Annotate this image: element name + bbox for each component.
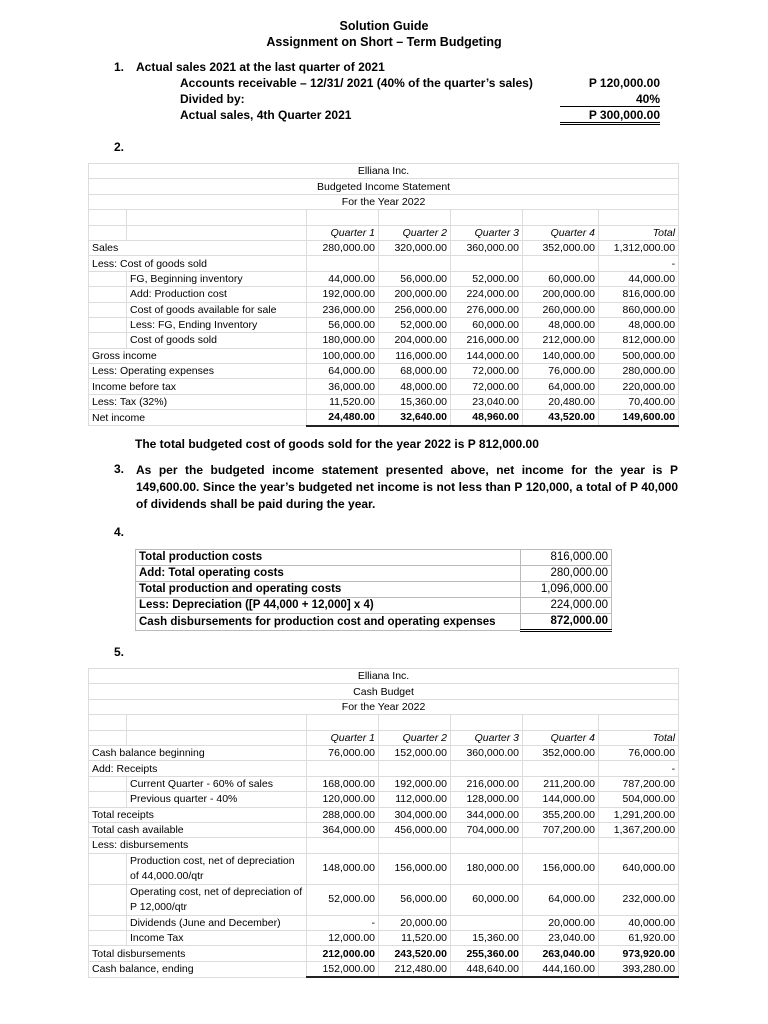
table-row <box>89 792 679 807</box>
q1-ar-label: Accounts receivable – 12/31/ 2021 (40% of the quarter’s sales) <box>180 76 533 90</box>
value-cell: 40,000.00 <box>599 915 679 930</box>
value-cell <box>451 838 523 853</box>
value-cell: 211,200.00 <box>523 776 599 791</box>
row-label: Total receipts <box>89 807 307 822</box>
column-header-row <box>89 225 679 240</box>
value-cell: 212,480.00 <box>379 961 451 977</box>
value-cell: 352,000.00 <box>523 745 599 760</box>
value-cell: 212,000.00 <box>307 946 379 961</box>
row-label: Gross income <box>89 348 307 363</box>
empty-cell <box>451 210 523 225</box>
value-cell: 973,920.00 <box>599 946 679 961</box>
value-cell: 152,000.00 <box>307 961 379 977</box>
row-label: Add: Total operating costs <box>136 566 521 582</box>
value-cell: 64,000.00 <box>523 884 599 915</box>
row-label: Cost of goods sold <box>127 333 307 348</box>
value-cell: 149,600.00 <box>599 410 679 426</box>
value-cell: 500,000.00 <box>599 348 679 363</box>
value-cell <box>599 838 679 853</box>
value-cell: 11,520.00 <box>307 394 379 409</box>
value-cell: 816,000.00 <box>599 287 679 302</box>
table-row <box>89 776 679 791</box>
table-row <box>89 364 679 379</box>
value-cell: 24,480.00 <box>307 410 379 426</box>
empty-cell <box>599 715 679 730</box>
row-label: FG, Beginning inventory <box>127 271 307 286</box>
empty-cell <box>307 715 379 730</box>
value-cell: 352,000.00 <box>523 240 599 255</box>
value-cell: 1,096,000.00 <box>521 582 612 598</box>
value-cell: 256,000.00 <box>379 302 451 317</box>
table-row <box>89 822 679 837</box>
empty-cell <box>127 730 307 745</box>
row-label: Income before tax <box>89 379 307 394</box>
value-cell: 280,000.00 <box>521 566 612 582</box>
value-cell: 232,000.00 <box>599 884 679 915</box>
value-cell: 156,000.00 <box>523 853 599 884</box>
value-cell: 200,000.00 <box>523 287 599 302</box>
item-number-4: 4. <box>114 525 125 539</box>
empty-cell <box>89 271 127 286</box>
table-row <box>89 379 679 394</box>
table-row <box>136 550 612 566</box>
value-cell: 20,480.00 <box>523 394 599 409</box>
empty-cell <box>127 210 307 225</box>
column-header: Quarter 3 <box>451 730 523 745</box>
value-cell: 12,000.00 <box>307 931 379 946</box>
row-label: Add: Production cost <box>127 287 307 302</box>
row-label: Less: disbursements <box>89 838 307 853</box>
table-row <box>136 582 612 598</box>
value-cell: 860,000.00 <box>599 302 679 317</box>
value-cell: 56,000.00 <box>379 271 451 286</box>
row-label: Operating cost, net of depreciation of P 12,000/qtr <box>127 884 307 915</box>
empty-cell <box>89 302 127 317</box>
value-cell: 364,000.00 <box>307 822 379 837</box>
column-header: Total <box>599 225 679 240</box>
value-cell: 816,000.00 <box>521 550 612 566</box>
row-label: Previous quarter - 40% <box>127 792 307 807</box>
value-cell: 100,000.00 <box>307 348 379 363</box>
sheet-title-row <box>89 684 679 699</box>
value-cell: 456,000.00 <box>379 822 451 837</box>
value-cell <box>379 838 451 853</box>
value-cell: 52,000.00 <box>451 271 523 286</box>
empty-cell <box>89 792 127 807</box>
table-row <box>89 838 679 853</box>
value-cell: - <box>307 915 379 930</box>
value-cell: 216,000.00 <box>451 333 523 348</box>
q1-heading: Actual sales 2021 at the last quarter of 2021 <box>136 60 385 74</box>
sheet-period: For the Year 2022 <box>89 699 679 714</box>
value-cell: 70,400.00 <box>599 394 679 409</box>
value-cell: 216,000.00 <box>451 776 523 791</box>
table-row <box>89 333 679 348</box>
value-cell: 43,520.00 <box>523 410 599 426</box>
value-cell: 48,000.00 <box>379 379 451 394</box>
value-cell: 120,000.00 <box>307 792 379 807</box>
column-header: Total <box>599 730 679 745</box>
row-label: Less: Tax (32%) <box>89 394 307 409</box>
table-row <box>136 566 612 582</box>
value-cell: 76,000.00 <box>307 745 379 760</box>
empty-cell <box>89 317 127 332</box>
value-cell <box>307 761 379 776</box>
value-cell: 872,000.00 <box>521 614 612 631</box>
value-cell: 60,000.00 <box>451 884 523 915</box>
table-row <box>136 614 612 631</box>
row-label: Less: Operating expenses <box>89 364 307 379</box>
value-cell: 72,000.00 <box>451 379 523 394</box>
value-cell: 116,000.00 <box>379 348 451 363</box>
value-cell: 144,000.00 <box>523 792 599 807</box>
value-cell: 263,040.00 <box>523 946 599 961</box>
value-cell: 640,000.00 <box>599 853 679 884</box>
value-cell <box>451 761 523 776</box>
table-row <box>89 961 679 977</box>
item-number-5: 5. <box>114 645 125 659</box>
column-header: Quarter 1 <box>307 225 379 240</box>
value-cell: 180,000.00 <box>307 333 379 348</box>
cogs-conclusion: The total budgeted cost of goods sold for the year 2022 is P 812,000.00 <box>135 437 539 451</box>
value-cell: 60,000.00 <box>523 271 599 286</box>
value-cell: 72,000.00 <box>451 364 523 379</box>
row-label: Income Tax <box>127 931 307 946</box>
value-cell: 48,000.00 <box>523 317 599 332</box>
value-cell: 44,000.00 <box>307 271 379 286</box>
value-cell: 344,000.00 <box>451 807 523 822</box>
value-cell: 220,000.00 <box>599 379 679 394</box>
value-cell: 36,000.00 <box>307 379 379 394</box>
value-cell: 56,000.00 <box>307 317 379 332</box>
value-cell: 23,040.00 <box>523 931 599 946</box>
value-cell <box>379 256 451 271</box>
table-row <box>89 394 679 409</box>
table-row <box>89 761 679 776</box>
row-label: Add: Receipts <box>89 761 307 776</box>
empty-cell <box>89 776 127 791</box>
empty-cell <box>89 287 127 302</box>
table-row <box>89 884 679 915</box>
value-cell: 212,000.00 <box>523 333 599 348</box>
value-cell: 140,000.00 <box>523 348 599 363</box>
sheet-title: Budgeted Income Statement <box>89 179 679 194</box>
row-label: Total production and operating costs <box>136 582 521 598</box>
value-cell: 360,000.00 <box>451 240 523 255</box>
value-cell: 44,000.00 <box>599 271 679 286</box>
row-label: Sales <box>89 240 307 255</box>
value-cell: 707,200.00 <box>523 822 599 837</box>
row-label: Production cost, net of depreciation of 44,000.00/qtr <box>127 853 307 884</box>
value-cell: 355,200.00 <box>523 807 599 822</box>
value-cell <box>451 256 523 271</box>
empty-cell <box>127 715 307 730</box>
value-cell <box>451 915 523 930</box>
value-cell: 64,000.00 <box>523 379 599 394</box>
sheet-title-row <box>89 164 679 179</box>
value-cell: 288,000.00 <box>307 807 379 822</box>
column-header-row <box>89 730 679 745</box>
empty-cell <box>89 730 127 745</box>
value-cell: 224,000.00 <box>451 287 523 302</box>
value-cell: 320,000.00 <box>379 240 451 255</box>
value-cell: 444,160.00 <box>523 961 599 977</box>
value-cell: 52,000.00 <box>307 884 379 915</box>
value-cell: 48,000.00 <box>599 317 679 332</box>
empty-cell <box>89 853 127 884</box>
column-header: Quarter 3 <box>451 225 523 240</box>
empty-cell <box>451 715 523 730</box>
empty-cell <box>307 210 379 225</box>
empty-cell <box>379 715 451 730</box>
item-number-2: 2. <box>114 140 125 154</box>
table-row <box>89 931 679 946</box>
column-header: Quarter 2 <box>379 730 451 745</box>
value-cell: 243,520.00 <box>379 946 451 961</box>
empty-cell <box>127 225 307 240</box>
column-header: Quarter 1 <box>307 730 379 745</box>
q1-ar-value: P 120,000.00 <box>588 76 660 90</box>
empty-cell <box>89 225 127 240</box>
value-cell: 20,000.00 <box>379 915 451 930</box>
row-label: Total production costs <box>136 550 521 566</box>
sheet-company: Elliana Inc. <box>89 669 679 684</box>
table-row <box>89 271 679 286</box>
value-cell: 260,000.00 <box>523 302 599 317</box>
value-cell: 224,000.00 <box>521 598 612 614</box>
empty-cell <box>89 884 127 915</box>
empty-cell <box>599 210 679 225</box>
value-cell: 280,000.00 <box>599 364 679 379</box>
value-cell: 704,000.00 <box>451 822 523 837</box>
table-row <box>89 256 679 271</box>
row-label: Cash balance beginning <box>89 745 307 760</box>
empty-cell <box>89 915 127 930</box>
table-row <box>89 853 679 884</box>
empty-cell <box>89 333 127 348</box>
column-header: Quarter 2 <box>379 225 451 240</box>
value-cell: 192,000.00 <box>379 776 451 791</box>
row-label: Total cash available <box>89 822 307 837</box>
value-cell <box>523 256 599 271</box>
value-cell: 156,000.00 <box>379 853 451 884</box>
value-cell: 236,000.00 <box>307 302 379 317</box>
value-cell: 168,000.00 <box>307 776 379 791</box>
value-cell: 448,640.00 <box>451 961 523 977</box>
q1-sales-value: P 300,000.00 <box>560 108 660 125</box>
column-header: Quarter 4 <box>523 225 599 240</box>
row-label: Cost of goods available for sale <box>127 302 307 317</box>
doc-subtitle: Assignment on Short – Term Budgeting <box>266 35 502 49</box>
value-cell <box>379 761 451 776</box>
value-cell: 56,000.00 <box>379 884 451 915</box>
value-cell: 48,960.00 <box>451 410 523 426</box>
value-cell: 15,360.00 <box>379 394 451 409</box>
table-row <box>89 240 679 255</box>
empty-cell <box>89 715 127 730</box>
value-cell: 812,000.00 <box>599 333 679 348</box>
value-cell: 68,000.00 <box>379 364 451 379</box>
value-cell <box>307 838 379 853</box>
value-cell: 64,000.00 <box>307 364 379 379</box>
empty-cell <box>89 210 127 225</box>
value-cell: 23,040.00 <box>451 394 523 409</box>
value-cell: 20,000.00 <box>523 915 599 930</box>
row-label: Current Quarter - 60% of sales <box>127 776 307 791</box>
value-cell <box>307 256 379 271</box>
value-cell: 180,000.00 <box>451 853 523 884</box>
value-cell <box>523 761 599 776</box>
value-cell: 1,367,200.00 <box>599 822 679 837</box>
value-cell: 200,000.00 <box>379 287 451 302</box>
value-cell: 61,920.00 <box>599 931 679 946</box>
table-row <box>89 287 679 302</box>
sheet-title-row <box>89 699 679 714</box>
table-row <box>89 807 679 822</box>
value-cell: 255,360.00 <box>451 946 523 961</box>
value-cell: 360,000.00 <box>451 745 523 760</box>
item-number-3: 3. <box>114 462 125 476</box>
row-label: Cash balance, ending <box>89 961 307 977</box>
sheet-title: Cash Budget <box>89 684 679 699</box>
value-cell: - <box>599 761 679 776</box>
value-cell: 144,000.00 <box>451 348 523 363</box>
row-label: Net income <box>89 410 307 426</box>
row-label: Less: Depreciation ([P 44,000 + 12,000] x 4) <box>136 598 521 614</box>
value-cell: 112,000.00 <box>379 792 451 807</box>
value-cell: 393,280.00 <box>599 961 679 977</box>
table-row <box>89 302 679 317</box>
table-row <box>89 317 679 332</box>
table-row <box>89 946 679 961</box>
value-cell: 52,000.00 <box>379 317 451 332</box>
sheet-title-row <box>89 179 679 194</box>
table-row <box>89 745 679 760</box>
q1-sales-label: Actual sales, 4th Quarter 2021 <box>180 108 352 122</box>
value-cell <box>523 838 599 853</box>
value-cell: 148,000.00 <box>307 853 379 884</box>
value-cell: 76,000.00 <box>523 364 599 379</box>
value-cell: 76,000.00 <box>599 745 679 760</box>
empty-cell <box>89 931 127 946</box>
value-cell: 787,200.00 <box>599 776 679 791</box>
value-cell: 32,640.00 <box>379 410 451 426</box>
doc-title: Solution Guide <box>339 19 429 33</box>
table-row <box>136 598 612 614</box>
value-cell: 504,000.00 <box>599 792 679 807</box>
value-cell: 60,000.00 <box>451 317 523 332</box>
sheet-title-row <box>89 669 679 684</box>
empty-cell <box>379 210 451 225</box>
budgeted-income-statement-table <box>88 163 679 427</box>
table-row <box>89 410 679 426</box>
column-header: Quarter 4 <box>523 730 599 745</box>
value-cell: 152,000.00 <box>379 745 451 760</box>
value-cell: 280,000.00 <box>307 240 379 255</box>
q1-div-value: 40% <box>560 92 660 107</box>
q3-text: As per the budgeted income statement presented above, net income for the year is P 149,600.00. Since the year’s budgeted net income is not less than P 120,000, a total of P 40,000 of dividends shall be paid during the year. <box>136 463 678 511</box>
row-label: Less: Cost of goods sold <box>89 256 307 271</box>
value-cell: 276,000.00 <box>451 302 523 317</box>
sheet-period: For the Year 2022 <box>89 194 679 209</box>
value-cell: 1,312,000.00 <box>599 240 679 255</box>
item-number-1: 1. <box>114 60 125 74</box>
row-label: Cash disbursements for production cost and operating expenses <box>136 614 521 631</box>
row-label: Dividends (June and December) <box>127 915 307 930</box>
empty-cell <box>523 715 599 730</box>
cash-budget-table <box>88 668 679 978</box>
value-cell: 128,000.00 <box>451 792 523 807</box>
table-row <box>89 915 679 930</box>
value-cell: 204,000.00 <box>379 333 451 348</box>
sheet-title-row <box>89 194 679 209</box>
sheet-company: Elliana Inc. <box>89 164 679 179</box>
value-cell: - <box>599 256 679 271</box>
row-label: Less: FG, Ending Inventory <box>127 317 307 332</box>
cash-disbursements-table <box>135 549 612 632</box>
value-cell: 11,520.00 <box>379 931 451 946</box>
empty-cell <box>523 210 599 225</box>
value-cell: 15,360.00 <box>451 931 523 946</box>
q1-div-label: Divided by: <box>180 92 245 106</box>
value-cell: 304,000.00 <box>379 807 451 822</box>
table-row <box>89 348 679 363</box>
value-cell: 1,291,200.00 <box>599 807 679 822</box>
value-cell: 192,000.00 <box>307 287 379 302</box>
row-label: Total disbursements <box>89 946 307 961</box>
